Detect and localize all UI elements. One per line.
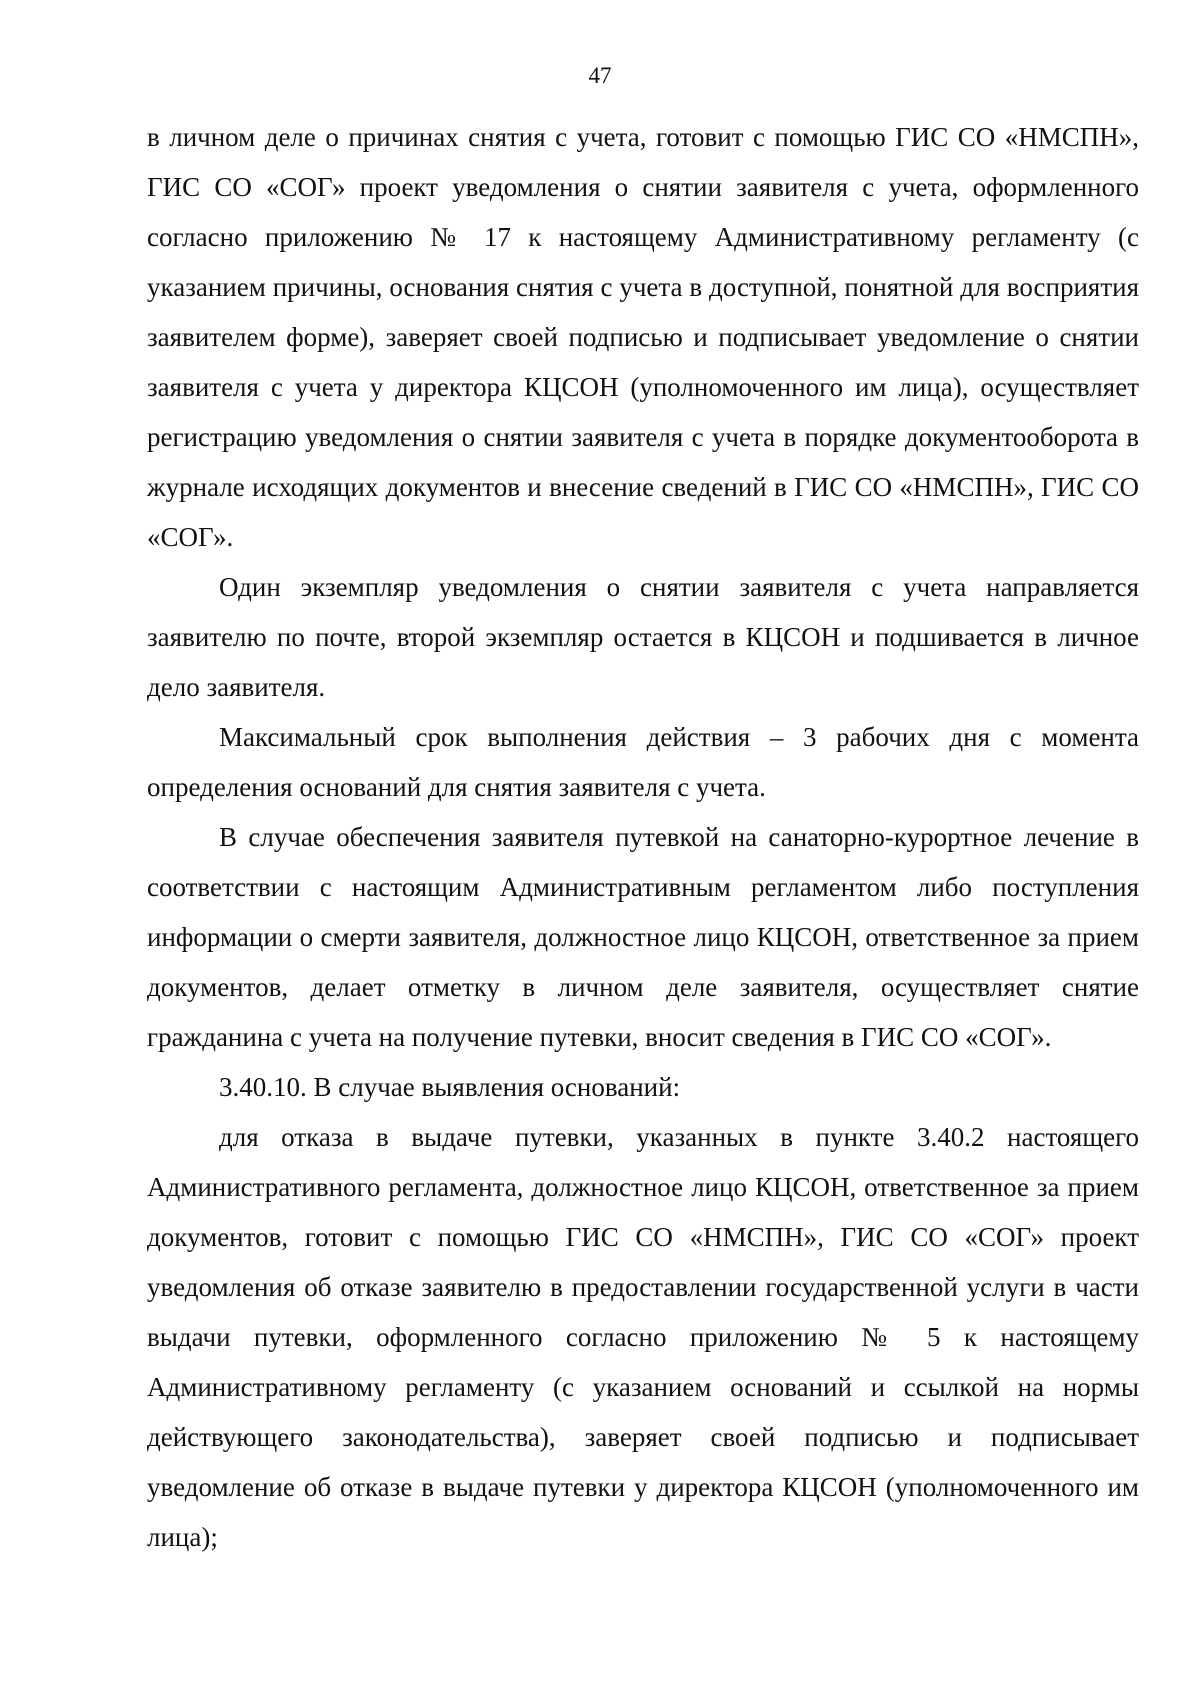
paragraph-section-3-40-10: 3.40.10. В случае выявления оснований: xyxy=(219,1072,681,1102)
paragraph-maximum-term: Максимальный срок выполнения действия – 3 рабочих дня с момента определения оснований для снятия заявителя с учета. xyxy=(147,722,1139,802)
document-body xyxy=(147,112,1139,1562)
paragraph-notice-copies: Один экземпляр уведомления о снятии заявителя с учета направляется заявителю по почте, второй экземпляр остается в КЦСОН и подшивается в личное дело заявителя. xyxy=(147,572,1139,702)
paragraph-continuation-deregistration-notice: в личном деле о причинах снятия с учета, готовит с помощью ГИС СО «НМСПН», ГИС СО «СОГ» проект уведомления о снятии заявителя с учета, оформленного согласно приложению № 17 к настоящему Административному регламенту (с указанием причины, основания снятия с учета в доступной, понятной для восприятия заявителем форме), заверяет своей подписью и подписывает уведомление о снятии заявителя с учета у директора КЦСОН (уполномоченного им лица), осуществляет регистрацию уведомления о снятии заявителя с учета в порядке документооборота в журнале исходящих документов и внесение сведений в ГИС СО «НМСПН», ГИС СО «СОГ». xyxy=(147,122,1139,552)
page-number: 47 xyxy=(588,63,612,88)
paragraph-refusal-grounds: для отказа в выдаче путевки, указанных в пункте 3.40.2 настоящего Административного регламента, должностное лицо КЦСОН, ответственное за прием документов, готовит с помощью ГИС СО «НМСПН», ГИС СО «СОГ» проект уведомления об отказе заявителю в предоставлении государственной услуги в части выдачи путевки, оформленного согласно приложению № 5 к настоящему Административному регламенту (с указанием оснований и ссылкой на нормы действующего законодательства), заверяет своей подписью и подписывает уведомление об отказе в выдаче путевки у директора КЦСОН (уполномоченного им лица); xyxy=(147,1122,1139,1552)
paragraph-voucher-or-death-case: В случае обеспечения заявителя путевкой на санаторно-курортное лечение в соответствии с настоящим Административным регламентом либо поступления информации о смерти заявителя, должностное лицо КЦСОН, ответственное за прием документов, делает отметку в личном деле заявителя, осуществляет снятие гражданина с учета на получение путевки, вносит сведения в ГИС СО «СОГ». xyxy=(147,822,1139,1052)
